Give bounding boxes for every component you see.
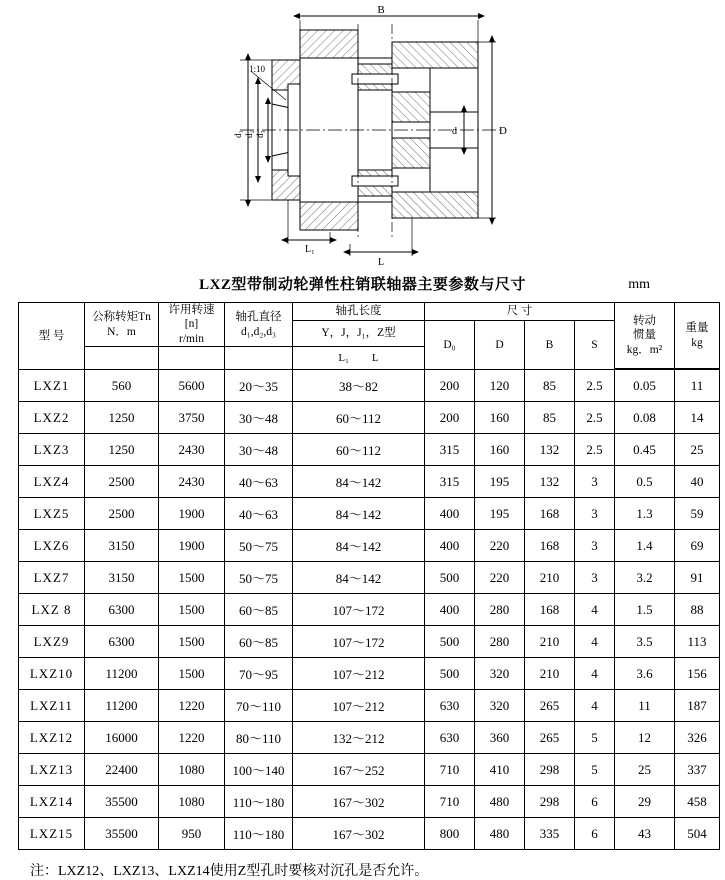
cell-speed: 950 — [159, 818, 225, 850]
col-header-weight-line2: kg — [691, 336, 703, 349]
dim-label-d2: d₂ — [244, 130, 254, 138]
col-header-inertia — [615, 303, 675, 369]
col-header-bore-line2: d₁,d₂,d₃ — [240, 325, 277, 338]
cell-bore-diameter: 110～180 — [225, 818, 293, 850]
cell-d0: 710 — [425, 754, 475, 786]
cell-bore-diameter: 20～35 — [225, 370, 293, 402]
cell-inertia: 0.05 — [615, 370, 675, 402]
cell-d: 120 — [475, 370, 525, 402]
cell-s: 3 — [575, 498, 615, 530]
cell-weight: 156 — [675, 658, 720, 690]
cell-s: 6 — [575, 786, 615, 818]
cell-b: 168 — [525, 498, 575, 530]
coupling-assembly-drawing — [0, 0, 725, 268]
col-header-bore-length-type: Y，J，J₁，Z型 — [293, 321, 425, 347]
cell-inertia: 43 — [615, 818, 675, 850]
cell-weight: 326 — [675, 722, 720, 754]
cell-model: LXZ6 — [19, 530, 85, 562]
dim-label-l: L — [378, 257, 385, 268]
table-row — [19, 818, 720, 850]
cell-weight: 11 — [675, 370, 720, 402]
cell-speed: 1900 — [159, 498, 225, 530]
cell-bore-length: 107～172 — [293, 594, 425, 626]
cell-bore-length: 60～112 — [293, 402, 425, 434]
cell-b: 85 — [525, 402, 575, 434]
table-row — [19, 754, 720, 786]
col-header-l1: L₁ — [338, 351, 349, 364]
cell-model: LXZ2 — [19, 402, 85, 434]
coupling-drawing-svg — [0, 0, 725, 268]
cell-inertia: 1.5 — [615, 594, 675, 626]
cell-bore-length: 84～142 — [293, 530, 425, 562]
cell-bore-diameter: 100～140 — [225, 754, 293, 786]
cell-weight: 69 — [675, 530, 720, 562]
cell-b: 265 — [525, 722, 575, 754]
cell-torque: 2500 — [85, 466, 159, 498]
cell-b: 132 — [525, 466, 575, 498]
dim-label-d-inner: d — [452, 126, 457, 137]
cell-bore-length: 167～302 — [293, 786, 425, 818]
cell-bore-length: 84～142 — [293, 498, 425, 530]
cell-weight: 59 — [675, 498, 720, 530]
cell-weight: 88 — [675, 594, 720, 626]
table-row — [19, 658, 720, 690]
cell-b: 210 — [525, 562, 575, 594]
table-row — [19, 722, 720, 754]
cell-b: 335 — [525, 818, 575, 850]
cell-bore-length: 107～172 — [293, 626, 425, 658]
cell-model: LXZ 8 — [19, 594, 85, 626]
cell-torque: 3150 — [85, 562, 159, 594]
cell-b: 210 — [525, 658, 575, 690]
col-header-speed-spacer — [159, 347, 225, 370]
cell-bore-length: 132～212 — [293, 722, 425, 754]
table-row — [19, 370, 720, 402]
cell-bore-length: 84～142 — [293, 562, 425, 594]
cell-speed: 1500 — [159, 626, 225, 658]
cell-inertia: 0.45 — [615, 434, 675, 466]
col-header-weight-line1: 重量 — [685, 322, 709, 335]
dim-label-l1: L₁ — [305, 244, 315, 255]
cell-bore-diameter: 60～85 — [225, 626, 293, 658]
cell-s: 4 — [575, 626, 615, 658]
col-header-dims-group: 尺 寸 — [425, 303, 615, 321]
cell-torque: 11200 — [85, 658, 159, 690]
cell-torque: 560 — [85, 370, 159, 402]
cell-d: 220 — [475, 530, 525, 562]
cell-torque: 22400 — [85, 754, 159, 786]
col-header-speed-line2: [n] — [184, 318, 199, 331]
table-row — [19, 562, 720, 594]
cell-bore-length: 107～212 — [293, 690, 425, 722]
cell-bore-diameter: 30～48 — [225, 434, 293, 466]
cell-bore-length: 167～252 — [293, 754, 425, 786]
cell-bore-length: 167～302 — [293, 818, 425, 850]
table-row — [19, 530, 720, 562]
cell-d0: 315 — [425, 434, 475, 466]
cell-s: 2.5 — [575, 402, 615, 434]
cell-torque: 6300 — [85, 594, 159, 626]
cell-model: LXZ1 — [19, 370, 85, 402]
cell-weight: 458 — [675, 786, 720, 818]
cell-speed: 1080 — [159, 754, 225, 786]
cell-d0: 315 — [425, 466, 475, 498]
cell-bore-diameter: 30～48 — [225, 402, 293, 434]
cell-speed: 1080 — [159, 786, 225, 818]
cell-d0: 710 — [425, 786, 475, 818]
cell-torque: 2500 — [85, 498, 159, 530]
cell-inertia: 1.3 — [615, 498, 675, 530]
dim-label-d3: d₃ — [255, 130, 265, 138]
cell-b: 168 — [525, 594, 575, 626]
cell-bore-length: 38～82 — [293, 370, 425, 402]
cell-weight: 14 — [675, 402, 720, 434]
table-row — [19, 786, 720, 818]
cell-bore-diameter: 40～63 — [225, 466, 293, 498]
cell-b: 298 — [525, 754, 575, 786]
col-header-inertia-line1: 转动 — [633, 315, 656, 327]
dim-label-b: B — [377, 4, 385, 16]
table-row — [19, 434, 720, 466]
cell-d: 280 — [475, 626, 525, 658]
cell-weight: 187 — [675, 690, 720, 722]
table-row — [19, 626, 720, 658]
cell-torque: 35500 — [85, 786, 159, 818]
cell-d0: 500 — [425, 562, 475, 594]
cell-torque: 1250 — [85, 434, 159, 466]
cell-inertia: 25 — [615, 754, 675, 786]
cell-model: LXZ12 — [19, 722, 85, 754]
cell-d: 480 — [475, 818, 525, 850]
cell-model: LXZ5 — [19, 498, 85, 530]
cell-inertia: 0.08 — [615, 402, 675, 434]
col-header-torque-line2: N．m — [107, 325, 136, 338]
dim-label-taper: 1:10 — [249, 64, 266, 74]
cell-bore-length: 107～212 — [293, 658, 425, 690]
cell-s: 3 — [575, 530, 615, 562]
cell-bore-diameter: 40～63 — [225, 498, 293, 530]
cell-speed: 1500 — [159, 594, 225, 626]
cell-bore-diameter: 50～75 — [225, 562, 293, 594]
col-header-bore — [225, 303, 293, 347]
cell-b: 85 — [525, 370, 575, 402]
col-header-speed — [159, 303, 225, 347]
cell-s: 5 — [575, 754, 615, 786]
cell-speed: 1220 — [159, 690, 225, 722]
col-header-torque — [85, 303, 159, 347]
cell-torque: 6300 — [85, 626, 159, 658]
unit-label: mm — [628, 277, 650, 292]
col-header-b: B — [525, 321, 575, 370]
table-row — [19, 594, 720, 626]
cell-d: 410 — [475, 754, 525, 786]
cell-weight: 40 — [675, 466, 720, 498]
cell-d: 280 — [475, 594, 525, 626]
cell-s: 2.5 — [575, 434, 615, 466]
cell-d0: 400 — [425, 498, 475, 530]
cell-inertia: 3.5 — [615, 626, 675, 658]
cell-speed: 2430 — [159, 466, 225, 498]
col-header-torque-spacer — [85, 347, 159, 370]
cell-speed: 3750 — [159, 402, 225, 434]
cell-model: LXZ11 — [19, 690, 85, 722]
col-header-inertia-line3: kg．m² — [626, 343, 663, 356]
cell-d: 320 — [475, 690, 525, 722]
cell-d: 195 — [475, 498, 525, 530]
cell-d: 160 — [475, 402, 525, 434]
cell-bore-diameter: 50～75 — [225, 530, 293, 562]
cell-d0: 630 — [425, 690, 475, 722]
cell-d0: 500 — [425, 658, 475, 690]
cell-b: 210 — [525, 626, 575, 658]
cell-weight: 337 — [675, 754, 720, 786]
cell-inertia: 1.4 — [615, 530, 675, 562]
cell-torque: 1250 — [85, 402, 159, 434]
table-head — [19, 303, 720, 370]
cell-inertia: 11 — [615, 690, 675, 722]
cell-torque: 16000 — [85, 722, 159, 754]
col-header-torque-line1: 公称转矩Tn — [92, 311, 151, 324]
page-title: LXZ型带制动轮弹性柱销联轴器主要参数与尺寸 — [199, 277, 526, 293]
cell-weight: 113 — [675, 626, 720, 658]
col-header-bore-spacer — [225, 347, 293, 370]
cell-d0: 400 — [425, 594, 475, 626]
cell-d0: 200 — [425, 370, 475, 402]
cell-speed: 1900 — [159, 530, 225, 562]
cell-inertia: 0.5 — [615, 466, 675, 498]
cell-d0: 630 — [425, 722, 475, 754]
cell-s: 5 — [575, 722, 615, 754]
col-header-l: L — [371, 351, 379, 364]
table-body — [19, 370, 720, 850]
cell-speed: 5600 — [159, 370, 225, 402]
cell-s: 6 — [575, 818, 615, 850]
table-note: 注：LXZ12、LXZ13、LXZ14使用Z型孔时要核对沉孔是否允许。 — [30, 864, 429, 880]
cell-weight: 25 — [675, 434, 720, 466]
cell-bore-length: 84～142 — [293, 466, 425, 498]
cell-s: 3 — [575, 466, 615, 498]
cell-speed: 1500 — [159, 562, 225, 594]
cell-b: 298 — [525, 786, 575, 818]
cell-model: LXZ7 — [19, 562, 85, 594]
cell-d0: 400 — [425, 530, 475, 562]
cell-bore-diameter: 80～110 — [225, 722, 293, 754]
cell-d0: 500 — [425, 626, 475, 658]
cell-torque: 3150 — [85, 530, 159, 562]
col-header-d: D — [475, 321, 525, 370]
col-header-model: 型 号 — [19, 303, 85, 370]
col-header-bore-length-group: 轴孔长度 — [293, 303, 425, 321]
col-header-s: S — [575, 321, 615, 370]
cell-s: 4 — [575, 690, 615, 722]
cell-inertia: 3.2 — [615, 562, 675, 594]
cell-d: 320 — [475, 658, 525, 690]
cell-b: 265 — [525, 690, 575, 722]
cell-s: 3 — [575, 562, 615, 594]
cell-model: LXZ13 — [19, 754, 85, 786]
cell-bore-diameter: 110～180 — [225, 786, 293, 818]
dim-label-d1: d₁ — [233, 130, 243, 138]
cell-s: 4 — [575, 658, 615, 690]
cell-bore-diameter: 70～110 — [225, 690, 293, 722]
spec-table-wrap — [0, 302, 725, 850]
cell-inertia: 3.6 — [615, 658, 675, 690]
table-row — [19, 466, 720, 498]
cell-model: LXZ3 — [19, 434, 85, 466]
cell-d: 480 — [475, 786, 525, 818]
cell-d0: 800 — [425, 818, 475, 850]
cell-model: LXZ14 — [19, 786, 85, 818]
cell-model: LXZ10 — [19, 658, 85, 690]
cell-bore-length: 60～112 — [293, 434, 425, 466]
col-header-bore-line1: 轴孔直径 — [235, 311, 282, 324]
col-header-speed-line3: r/min — [179, 332, 204, 345]
cell-speed: 2430 — [159, 434, 225, 466]
cell-bore-diameter: 60～85 — [225, 594, 293, 626]
cell-s: 4 — [575, 594, 615, 626]
cell-weight: 504 — [675, 818, 720, 850]
cell-bore-diameter: 70～95 — [225, 658, 293, 690]
cell-s: 2.5 — [575, 370, 615, 402]
cell-inertia: 29 — [615, 786, 675, 818]
cell-speed: 1220 — [159, 722, 225, 754]
col-header-speed-line1: 许用转速 — [168, 304, 215, 316]
cell-d: 160 — [475, 434, 525, 466]
cell-speed: 1500 — [159, 658, 225, 690]
cell-b: 168 — [525, 530, 575, 562]
cell-torque: 35500 — [85, 818, 159, 850]
title-row — [0, 268, 725, 302]
spec-table — [18, 302, 720, 850]
cell-inertia: 12 — [615, 722, 675, 754]
cell-d: 195 — [475, 466, 525, 498]
table-row — [19, 402, 720, 434]
cell-model: LXZ4 — [19, 466, 85, 498]
cell-model: LXZ15 — [19, 818, 85, 850]
cell-torque: 11200 — [85, 690, 159, 722]
col-header-inertia-line2: 惯量 — [633, 329, 656, 342]
cell-d: 360 — [475, 722, 525, 754]
col-header-bore-length-sub — [293, 347, 425, 370]
col-header-weight — [675, 303, 720, 369]
col-header-d0: D₀ — [425, 321, 475, 370]
cell-weight: 91 — [675, 562, 720, 594]
cell-d: 220 — [475, 562, 525, 594]
dim-label-d-outer: D — [499, 125, 507, 137]
table-row — [19, 498, 720, 530]
cell-model: LXZ9 — [19, 626, 85, 658]
cell-b: 132 — [525, 434, 575, 466]
cell-d0: 200 — [425, 402, 475, 434]
table-row — [19, 690, 720, 722]
